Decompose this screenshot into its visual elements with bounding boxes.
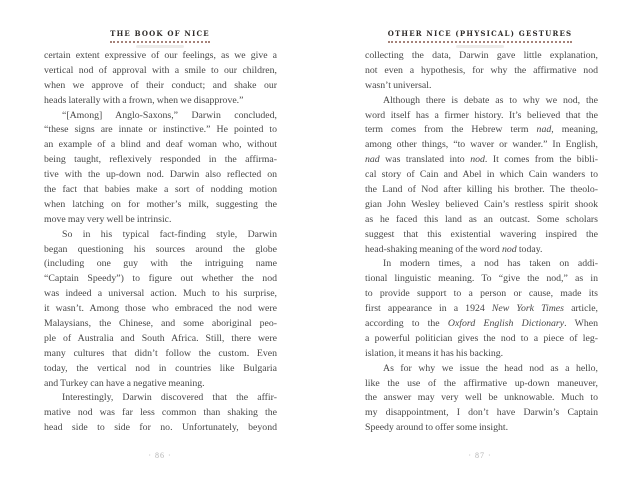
body-text-segment: word itself has a firmer history. It’s believed that the [365, 109, 598, 121]
text-line [365, 94, 598, 109]
running-header-left [0, 23, 320, 43]
text-line [365, 198, 598, 213]
italic-text: nod [501, 243, 517, 255]
running-header-right-text: OTHER NICE (PHYSICAL) GESTURES [388, 29, 573, 43]
body-text-segment: move may very well be intrinsic. [44, 213, 172, 225]
body-text-segment: mative nod was far less common than shaking the [44, 407, 277, 419]
text-line [365, 79, 598, 94]
body-text-segment: the answer may very well be unknowable. Much to [365, 392, 598, 404]
body-text-segment: “Captain Speedy”) to figure out whether the nod [44, 273, 277, 285]
italic-text: nod [470, 154, 485, 166]
text-line [365, 64, 598, 79]
text-line [365, 109, 598, 124]
body-text-segment: the Land of Nod after killing his brother. The theolo- [365, 184, 598, 196]
text-line [44, 123, 277, 138]
body-text-segment: . When [564, 318, 598, 330]
text-line [44, 302, 277, 317]
text-line [365, 49, 598, 64]
body-text-segment: (including one guy with the intriguing name [44, 258, 277, 270]
text-line [365, 317, 598, 332]
body-text-segment: cal story of Cain and Abel in which Cain wanders to [365, 169, 598, 181]
text-line [44, 168, 277, 183]
text-line [365, 332, 598, 347]
text-line [365, 153, 598, 168]
page-right [320, 0, 640, 480]
body-text-segment: my disappointment, I don’t have Darwin’s Captain [365, 407, 598, 419]
body-text-segment: when we approve of their conduct; and shake our [44, 79, 277, 91]
page-body-right [365, 49, 598, 436]
running-header-right [320, 23, 640, 43]
text-line [365, 168, 598, 183]
text-line [365, 377, 598, 392]
text-line [44, 49, 277, 64]
text-line [365, 228, 598, 243]
body-text-segment: to provide support to a person or cause, made its [365, 288, 598, 300]
text-line [365, 272, 598, 287]
text-line [365, 257, 598, 272]
text-line [44, 377, 277, 392]
text-line [44, 109, 277, 124]
body-text-segment: vertical nod of approval with a smile to our children, [44, 64, 277, 76]
text-line [44, 243, 277, 258]
body-text-segment: In modern times, a nod has taken on addi- [383, 258, 598, 270]
text-line [44, 421, 277, 436]
italic-text: New York Times [491, 303, 564, 315]
body-text-segment: the fact that babies make a sort of nodding motion [44, 184, 277, 196]
text-line [44, 317, 277, 332]
body-text-segment: Malaysians, the Chinese, and some aboriginal peo- [44, 318, 277, 330]
running-header-left-text: THE BOOK OF NICE [110, 29, 210, 43]
body-text-segment: “[Among] Anglo-Saxons,” Darwin concluded, [62, 109, 277, 121]
text-line [365, 391, 598, 406]
body-text-segment: wasn’t universal. [365, 79, 432, 91]
body-text-segment: began questioning his sources around the globe [44, 243, 277, 255]
body-text-segment: So in his typical fact-finding style, Darwin [62, 228, 277, 240]
text-line [365, 138, 598, 153]
text-line [365, 123, 598, 138]
text-line [365, 347, 598, 362]
body-text-segment: article, [563, 303, 598, 315]
text-line [44, 406, 277, 421]
body-text-segment: heads laterally with a frown, when we disapprove.” [44, 94, 244, 106]
body-text-segment: suggest that this existential wavering inspired the [365, 228, 598, 240]
text-line [44, 257, 277, 272]
body-text-segment: according to the [365, 318, 448, 330]
text-line [44, 64, 277, 79]
body-text-segment: islation, it means it has his backing. [365, 347, 504, 359]
text-line [44, 213, 277, 228]
body-text-segment: as he faced this land as an outcast. Some scholars [365, 213, 598, 225]
body-text-segment: when latching on for mother’s milk, suggesting the [44, 198, 277, 210]
body-text-segment: tional linguistic meaning. To “give the nod,” as in [365, 273, 598, 285]
body-text-segment: , meaning, [551, 124, 598, 136]
body-text-segment: like the use of the affirmative up-down maneuver, [365, 377, 598, 389]
body-text-segment: first appearance in a 1924 [365, 303, 492, 315]
italic-text: Oxford English Dictionary [447, 318, 565, 330]
text-line [365, 183, 598, 198]
text-line [44, 391, 277, 406]
text-line [365, 302, 598, 317]
text-line [44, 153, 277, 168]
text-line [44, 287, 277, 302]
body-text-segment: a powerful politician gives the nod to a piece of leg- [365, 332, 598, 344]
text-line [365, 421, 598, 436]
body-text-segment: not even a hypothesis, for why the affirmative nod [365, 64, 598, 76]
body-text-segment: was translated into [379, 154, 471, 166]
body-text-segment: ple of Australia and South Africa. Still, there were [44, 332, 277, 344]
body-text-segment: and Turkey can have a negative meaning. [44, 377, 205, 389]
page-number-right: · 87 · [468, 451, 492, 460]
body-text-segment: many cultures that didn’t follow the custom. Even [44, 347, 277, 359]
body-text-segment: term comes from the Hebrew term [365, 124, 537, 136]
body-text-segment: head-shaking meaning of the word [365, 243, 502, 255]
text-line [44, 183, 277, 198]
text-line [44, 138, 277, 153]
body-text-segment: Speedy around to offer some insight. [365, 422, 509, 434]
header-shadow-artifact-left [136, 45, 184, 48]
text-line [365, 362, 598, 377]
body-text-segment: tive with the up-down nod. Darwin also reflected on [44, 169, 277, 181]
text-line [44, 228, 277, 243]
body-text-segment: Although there is debate as to why we nod, the [383, 94, 598, 106]
body-text-segment: As for why we issue the head nod as a hello, [383, 362, 598, 374]
text-line [44, 198, 277, 213]
body-text-segment: it wasn’t. Among those who embraced the nod were [44, 303, 277, 315]
italic-text: nad [365, 154, 380, 166]
text-line [365, 243, 598, 258]
body-text-segment: gian John Wesley believed Cain’s restless spirit shook [365, 198, 598, 210]
text-line [365, 287, 598, 302]
text-line [44, 79, 277, 94]
text-line [44, 332, 277, 347]
text-line [44, 94, 277, 109]
page-body-left [44, 49, 277, 436]
text-line [44, 347, 277, 362]
italic-text: nad [536, 124, 552, 136]
body-text-segment: certain extent expressive of our feelings, as we give a [44, 50, 277, 61]
body-text-segment: head side to side for no. Unfortunately, beyond [44, 422, 277, 434]
body-text-segment: today, the vertical nod in countries like Bulgaria [44, 362, 277, 374]
text-line [44, 362, 277, 377]
page-number-left: · 86 · [148, 451, 172, 460]
header-shadow-artifact-right [456, 45, 504, 48]
body-text-segment: collecting the data, Darwin gave little explanation, [365, 50, 598, 61]
body-text-segment: was indeed a universal action. Much to his surprise, [44, 288, 277, 300]
body-text-segment: Interestingly, Darwin discovered that the affir- [62, 392, 277, 404]
text-line [365, 213, 598, 228]
body-text-segment: today. [516, 243, 543, 255]
body-text-segment: being taught, reflexively responded in the affirma- [44, 154, 277, 166]
text-line [365, 406, 598, 421]
body-text-segment: “these signs are innate or instinctive.” He pointed to [44, 124, 277, 136]
body-text-segment: . It comes from the bibli- [484, 154, 598, 166]
text-line [44, 272, 277, 287]
body-text-segment: an example of a blind and deaf woman who, without [44, 139, 277, 151]
body-text-segment: among other things, “to waver or wander.” In English, [365, 139, 598, 151]
